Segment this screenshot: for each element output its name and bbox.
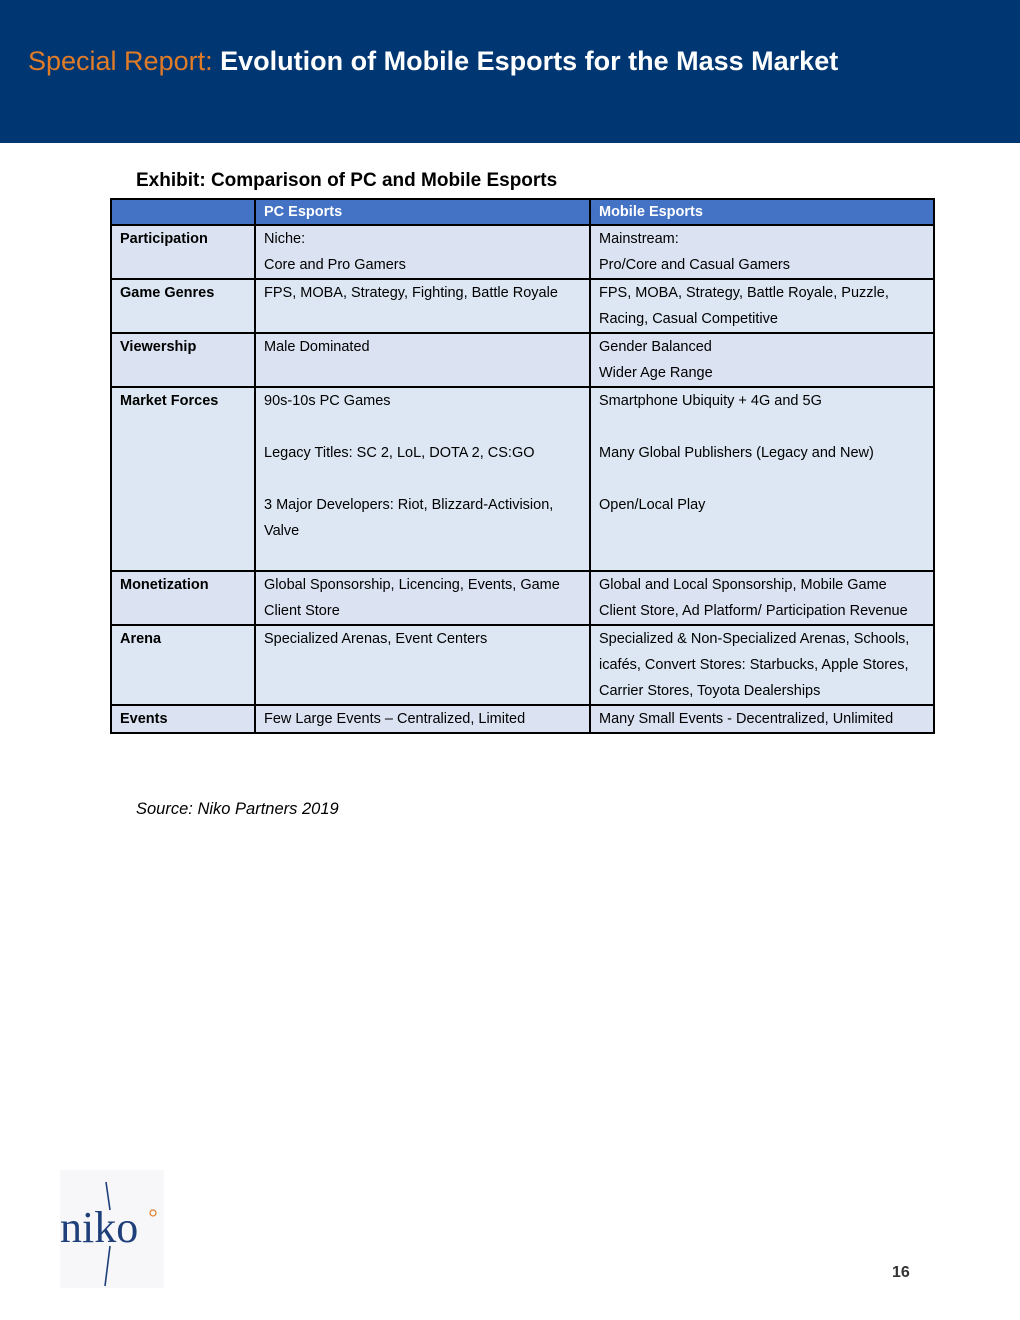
cell-text: 3 Major Developers: Riot, Blizzard-Activision, Valve xyxy=(264,497,554,539)
table-header-row xyxy=(111,199,934,225)
row-label: Game Genres xyxy=(111,279,255,333)
niko-logo xyxy=(60,1170,164,1288)
pc-esports-cell xyxy=(255,387,590,571)
cell-spacer xyxy=(264,466,581,492)
row-label: Viewership xyxy=(111,333,255,387)
table-row xyxy=(111,625,934,705)
cell-text: Mainstream: xyxy=(599,231,679,247)
niko-logo-icon xyxy=(60,1170,164,1288)
cell-text: Global and Local Sponsorship, Mobile Game Client Store, Ad Platform/ Participation Revenue xyxy=(599,577,908,619)
column-header-mobile: Mobile Esports xyxy=(590,199,934,225)
cell-text: Wider Age Range xyxy=(599,365,713,381)
cell-text: Specialized & Non-Specialized Arenas, Schools, icafés, Convert Stores: Starbucks, Apple Stores, Carrier Stores, Toyota Dealerships xyxy=(599,631,910,699)
cell-text: FPS, MOBA, Strategy, Fighting, Battle Royale xyxy=(264,285,558,301)
cell-text: Gender Balanced xyxy=(599,339,712,355)
cell-text: Core and Pro Gamers xyxy=(264,257,406,273)
cell-text: Legacy Titles: SC 2, LoL, DOTA 2, CS:GO xyxy=(264,445,535,461)
cell-text: FPS, MOBA, Strategy, Battle Royale, Puzzle, Racing, Casual Competitive xyxy=(599,285,889,327)
cell-spacer xyxy=(264,544,581,570)
table-row xyxy=(111,225,934,279)
table-row xyxy=(111,279,934,333)
mobile-esports-cell xyxy=(590,387,934,571)
cell-text: Smartphone Ubiquity + 4G and 5G xyxy=(599,393,822,409)
mobile-esports-cell xyxy=(590,705,934,733)
cell-text: Pro/Core and Casual Gamers xyxy=(599,257,790,273)
mobile-esports-cell xyxy=(590,225,934,279)
row-label: Monetization xyxy=(111,571,255,625)
exhibit-title: Exhibit: Comparison of PC and Mobile Esports xyxy=(136,170,558,191)
column-header-empty xyxy=(111,199,255,225)
mobile-esports-cell xyxy=(590,625,934,705)
table-row xyxy=(111,705,934,733)
report-heading: Evolution of Mobile Esports for the Mass Market xyxy=(220,46,839,76)
pc-esports-cell xyxy=(255,225,590,279)
cell-spacer xyxy=(599,414,925,440)
table-row xyxy=(111,387,934,571)
mobile-esports-cell xyxy=(590,279,934,333)
page-number: 16 xyxy=(892,1264,910,1281)
row-label: Market Forces xyxy=(111,387,255,571)
row-label: Events xyxy=(111,705,255,733)
pc-esports-cell xyxy=(255,333,590,387)
cell-spacer xyxy=(599,466,925,492)
row-label: Participation xyxy=(111,225,255,279)
cell-spacer xyxy=(264,414,581,440)
pc-esports-cell xyxy=(255,705,590,733)
cell-text: Open/Local Play xyxy=(599,497,706,513)
table-row xyxy=(111,333,934,387)
cell-text: 90s-10s PC Games xyxy=(264,393,391,409)
cell-text: Male Dominated xyxy=(264,339,370,355)
cell-text: Many Global Publishers (Legacy and New) xyxy=(599,445,874,461)
cell-text: Many Small Events - Decentralized, Unlimited xyxy=(599,711,894,727)
source-note: Source: Niko Partners 2019 xyxy=(136,800,339,818)
table-body xyxy=(111,225,934,733)
pc-esports-cell xyxy=(255,625,590,705)
report-title xyxy=(28,44,838,78)
table-row xyxy=(111,571,934,625)
cell-text: Niche: xyxy=(264,231,306,247)
report-header xyxy=(0,0,1020,143)
pc-esports-cell xyxy=(255,571,590,625)
cell-text: Specialized Arenas, Event Centers xyxy=(264,631,488,647)
mobile-esports-cell xyxy=(590,333,934,387)
niko-logo-text: niko xyxy=(60,1203,139,1252)
comparison-table xyxy=(110,198,935,734)
column-header-pc: PC Esports xyxy=(255,199,590,225)
mobile-esports-cell xyxy=(590,571,934,625)
cell-text: Few Large Events – Centralized, Limited xyxy=(264,711,526,727)
cell-text: Global Sponsorship, Licencing, Events, Game Client Store xyxy=(264,577,560,619)
row-label: Arena xyxy=(111,625,255,705)
pc-esports-cell xyxy=(255,279,590,333)
report-label: Special Report: xyxy=(28,46,213,76)
